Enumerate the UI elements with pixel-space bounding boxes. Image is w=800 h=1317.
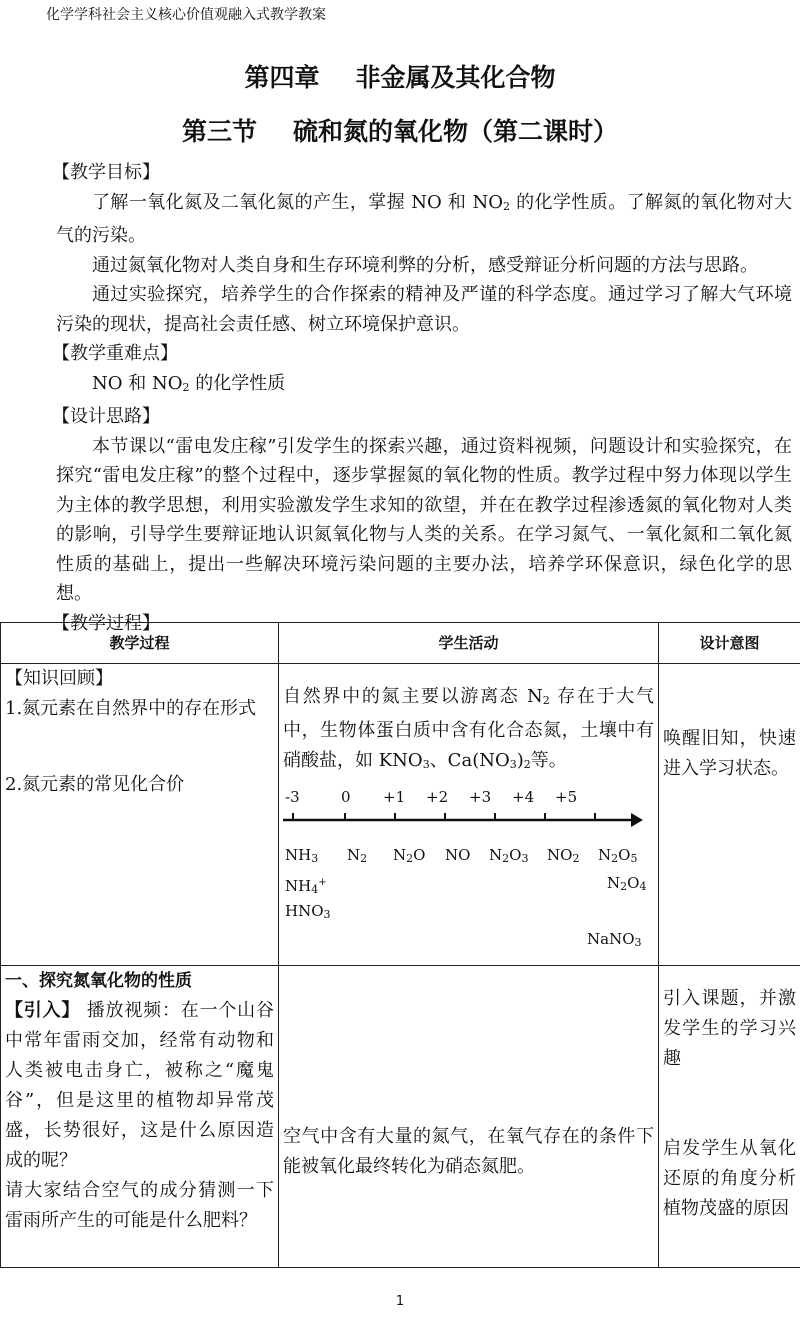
valence-label: +5	[555, 788, 578, 806]
species-n2o4: $N_2O_4$	[607, 874, 647, 893]
valence-label: -3	[285, 788, 300, 806]
objective-2: 通过氮氧化物对人类自身和生存环境利弊的分析，感受辩证分析问题的方法与思路。	[92, 254, 758, 276]
intent-cell-review: 唤醒旧知，快速进入学习状态。	[659, 664, 800, 966]
valence-label: +4	[512, 788, 535, 806]
species-n2o3: $N_2O_3$	[489, 846, 529, 865]
section-name: 硫和氮的氧化物（第二课时）	[293, 117, 619, 146]
teaching-process-table	[0, 622, 800, 1268]
page-number: 1	[395, 1294, 405, 1309]
guess-question: 请大家结合空气的成分猜测一下雷雨所产生的可能是什么肥料？	[5, 1180, 274, 1231]
activity-cell-explore: 空气中含有大量的氮气，在氧气存在的条件下能被氧化最终转化为硝态氮肥。	[279, 966, 659, 1268]
valence-label: +1	[383, 788, 406, 806]
table-row	[1, 664, 800, 966]
col-header-intent: 设计意图	[659, 623, 800, 664]
chapter-number: 第四章	[244, 63, 320, 92]
valence-arrow	[283, 810, 645, 830]
chapter-title	[0, 58, 800, 94]
table-header-row	[1, 623, 800, 664]
species-nh4: $NH_4^+$	[285, 877, 327, 896]
nitrogen-forms-answer: 自然界中的氮主要以游离态 $N_2$ 存在于大气中，生物体蛋白质中含有化合态氮，土壤中有硝酸盐，如 $KNO_3$、$Ca(NO_3)_2$等。	[283, 686, 654, 771]
species-n2o: $N_2O$	[393, 846, 426, 865]
intro-tag: 【引入】	[5, 1000, 81, 1021]
objective-1: 了解一氧化氮及二氧化氮的产生，掌握 NO 和 $NO_2$ 的化学性质。了解氮的氧化物对大气的污染。	[56, 191, 792, 246]
activity-cell-review	[279, 664, 659, 966]
review-question-1: 1.氮元素在自然界中的存在形式	[5, 698, 257, 719]
col-header-activity: 学生活动	[279, 623, 659, 664]
species-no2: $NO_2$	[547, 846, 580, 865]
col-header-process: 教学过程	[1, 623, 279, 664]
intro-text: 【引入】 播放视频：在一个山谷中常年雷雨交加，经常有动物和人类被电击身亡，被称之“魔鬼谷”，但是这里的植物却异常茂盛，长势很好，这是什么原因造成的呢？	[5, 1000, 274, 1171]
process-heading: 【教学过程】	[52, 612, 160, 634]
intent-intro: 引入课题，并激发学生的学习兴趣	[663, 988, 796, 1069]
species-hno3: $HNO_3$	[285, 902, 331, 921]
valence-label: +2	[426, 788, 449, 806]
review-tag: 【知识回顾】	[5, 668, 113, 689]
table-row	[1, 966, 800, 1268]
species-n2: $N_2$	[347, 846, 368, 865]
process-cell-review	[1, 664, 279, 966]
species-no: NO	[445, 846, 471, 864]
running-header: 化学学科社会主义核心价值观融入式教学教案	[46, 7, 326, 23]
design-text: 本节课以“雷电发庄稼”引发学生的探索兴趣，通过资料视频，问题设计和实验探究，在探究“雷电发庄稼”的整个过程中，逐步掌握氮的氧化物的性质。教学过程中努力体现以学生为主体的教学思想，利用实验激发学生求知的欲望，并在在教学过程渗透氮的氧化物对人类的影响，引导学生要辩证地认识氮氧化物与人类的关系。在学习氮气、一氧化氮和二氧化氮性质的基础上，提出一些解决环境污染问题的主要办法，培养学环保意识，绿色化学的思想。	[56, 435, 792, 604]
process-cell-explore	[1, 966, 279, 1268]
valence-label: 0	[341, 788, 351, 806]
review-question-2: 2.氮元素的常见化合价	[5, 774, 185, 795]
species-nh3: $NH_3$	[285, 846, 319, 865]
species-nano3: NaNO$_3$	[587, 930, 642, 949]
section-number: 第三节	[181, 117, 257, 146]
species-n2o5: $N_2O_5$	[598, 846, 638, 865]
section-title	[0, 112, 800, 148]
difficulty-text: NO 和 $NO_2$ 的化学性质	[92, 372, 286, 394]
objectives-heading: 【教学目标】	[52, 162, 160, 183]
intent-inspire: 启发学生从氧化还原的角度分析植物茂盛的原因	[663, 1138, 796, 1219]
explore-title: 一、探究氮氧化物的性质	[5, 971, 192, 991]
objective-3: 通过实验探究，培养学生的合作探索的精神及严谨的科学态度。通过学习了解大气环境污染的现状，提高社会责任感、树立环境保护意识。	[56, 284, 792, 335]
intent-cell-explore	[659, 966, 800, 1268]
valence-label: +3	[469, 788, 492, 806]
valence-number-line	[283, 782, 654, 952]
difficulty-heading: 【教学重难点】	[52, 343, 178, 364]
design-heading: 【设计思路】	[52, 406, 160, 427]
chapter-name: 非金属及其化合物	[355, 63, 556, 92]
lesson-intro	[52, 158, 792, 638]
